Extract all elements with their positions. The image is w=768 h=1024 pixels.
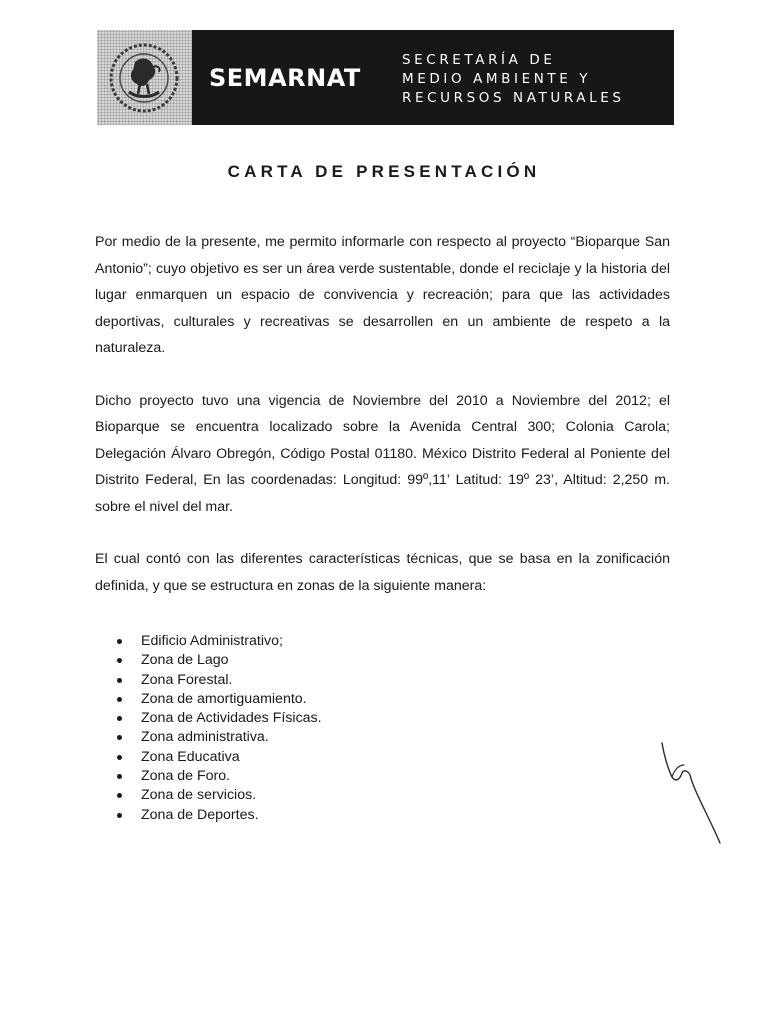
zone-label: Edificio Administrativo; xyxy=(141,633,283,649)
zone-label: Zona de Lago xyxy=(141,652,229,669)
bullet-icon xyxy=(117,813,122,818)
bullet-icon xyxy=(117,639,122,644)
secretaria-line: RECURSOS NATURALES xyxy=(402,90,625,106)
paragraph-location: Dicho proyecto tuvo una vigencia de Noviembre del 2010 a Noviembre del 2012; el Bioparque se encuentra localizado sobre la Avenida Central 300; Colonia Carola; Delegación Álvaro Obregón, Código Postal 01180. México Distrito Federal al Poniente del Distrito Federal, En las coordenadas: Longitud: 99º,11’ Latitud: 19º 23’, Altitud: 2,250 m. sobre el nivel del mar. xyxy=(95,392,670,515)
document-title: CARTA DE PRESENTACIÓN xyxy=(227,162,541,181)
list-item xyxy=(115,709,322,728)
letterhead xyxy=(97,30,674,125)
bullet-icon xyxy=(117,793,122,798)
list-item xyxy=(115,786,322,805)
zone-label: Zona de Foro. xyxy=(141,768,231,785)
zone-label: Zona de servicios. xyxy=(141,787,257,804)
bullet-icon xyxy=(117,735,122,740)
zone-label: Zona de Actividades Físicas. xyxy=(141,710,322,727)
list-item xyxy=(115,728,322,747)
zone-label: Zona de Deportes. xyxy=(141,806,259,823)
zone-label: Zona de amortiguamiento. xyxy=(141,690,307,707)
secretaria-name xyxy=(402,51,625,108)
list-item xyxy=(115,632,322,651)
signature-mark xyxy=(650,735,730,850)
zone-label: Zona administrativa. xyxy=(141,729,269,746)
paragraph-zoning: El cual contó con las diferentes características técnicas, que se basa en la zonificación definida, y que se estructura en zonas de la siguiente manera: xyxy=(95,551,670,594)
seal-panel xyxy=(97,30,192,125)
mexican-coat-of-arms-icon xyxy=(107,42,181,114)
list-item xyxy=(115,767,322,786)
brand-name: SEMARNAT xyxy=(209,63,361,92)
bullet-icon xyxy=(117,658,122,663)
bullet-icon xyxy=(117,755,122,760)
bullet-icon xyxy=(117,716,122,721)
zone-label: Zona Forestal. xyxy=(141,671,233,688)
brand-bar xyxy=(192,30,674,125)
zones-list xyxy=(115,632,322,825)
secretaria-line: MEDIO AMBIENTE Y xyxy=(402,71,592,87)
paragraph-introduction: Por medio de la presente, me permito informarle con respecto al proyecto “Bioparque San Antonio”; cuyo objetivo es ser un área verde sustentable, donde el reciclaje y la historia del lugar enmarquen un espacio de convivencia y recreación; para que las actividades deportivas, culturales y recreativas se desarrollen en un ambiente de respeto a la naturaleza. xyxy=(95,234,670,356)
list-item xyxy=(115,806,322,825)
list-item xyxy=(115,671,322,690)
list-item xyxy=(115,748,322,767)
bullet-icon xyxy=(117,678,122,683)
list-item xyxy=(115,651,322,670)
bullet-icon xyxy=(117,774,122,779)
zone-label: Zona Educativa xyxy=(141,748,240,765)
secretaria-line: SECRETARÍA DE xyxy=(402,52,556,68)
list-item xyxy=(115,690,322,709)
document-body xyxy=(95,229,670,625)
bullet-icon xyxy=(117,697,122,702)
